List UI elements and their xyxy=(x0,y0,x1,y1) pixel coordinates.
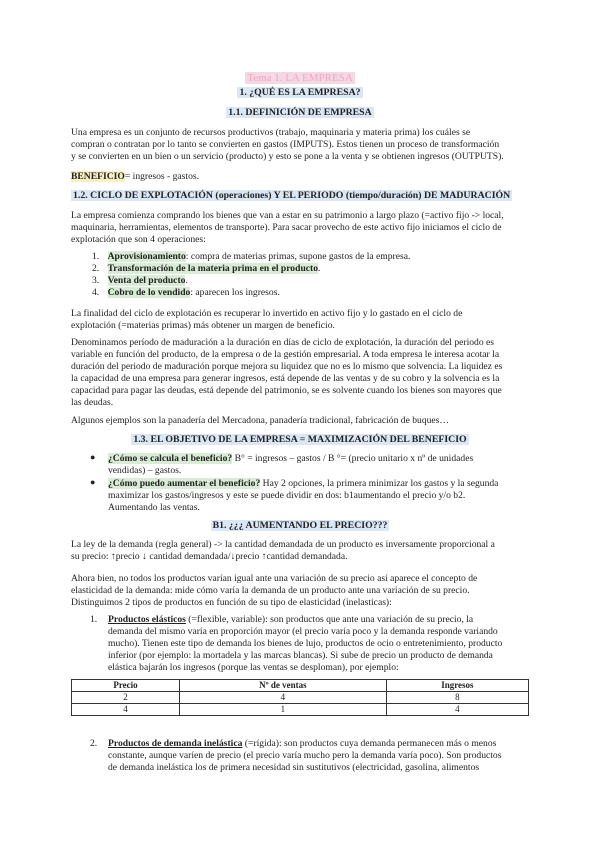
definition-paragraph: Una empresa es un conjunto de recursos productivos (trabajo, maquinaria y materia prima) los cuáles se compran o contratan por lo tanto se convierten en gastos (IMPUTS). Estos tienen un proceso de transformación y se convierten en un bien o un servicio (producto) y esto se pone a la venta y se obtienen ingresos (OUTPUTS). xyxy=(71,127,504,162)
bullet-item-beneficio: ¿Cómo se calcula el beneficio? B° = ingresos – gastos / B °= (precio unitario x nº de unidades vendidas) – gastos. xyxy=(108,453,474,476)
ejemplos-line: Algunos ejemplos son la panadería del Mercadona, panadería tradicional, fabricación de buques… xyxy=(71,415,450,426)
heading-1-2: 1.2. CICLO DE EXPLOTACIÓN (operaciones) Y EL PERIODO (tiempo/duración) DE MADURACIÓN xyxy=(73,190,511,201)
operation-item: 1. Aprovisionamiento: compra de materias primas, supone gastos de la empresa. xyxy=(92,251,411,262)
operation-item: 3. Venta del producto. xyxy=(92,275,188,286)
periodo-paragraph: Denominamos período de maduración a la duración en días de ciclo de explotación, la duración del periodo es variable en función del producto, de la empresa o de la gestión empresarial. A toda empresa le interesa acotar la duración del periodo de maduración porque mejora su liquidez que no es lo mismo que solvencia. La liquidez es la capacidad de una empresa para generar ingresos, está depende de las ventas y de su cobro y la solvencia es la capacidad para pagar las deudas, está depende del patrimonio, se es solvente cuando los bienes son mayores que las deudas. xyxy=(71,337,503,408)
title-text: Tema 1. LA EMPRESA xyxy=(247,72,353,84)
table-row xyxy=(72,704,529,716)
document-title xyxy=(0,72,600,84)
table-cell: 4 xyxy=(180,692,387,704)
ley-demanda-paragraph: La ley de la demanda (regla general) -> la cantidad demandada de un producto es inversamente proporcional a su precio: ↑precio ↓ cantidad demandada/↓precio ↑cantidad demandada. xyxy=(71,539,495,562)
elasticidad-paragraph: Ahora bien, no todos los productos varían igual ante una variación de su precio así aparece el concepto de elasticidad de la demanda: mide cómo varía la demanda de un producto ante una variación de su precio. Distinguimos 2 tipos de productos en función de su tipo de elasticidad (inelasticas): xyxy=(71,573,478,608)
bullet-item-aumentar: ¿Cómo puedo aumentar el beneficio? Hay 2 opciones, la primera minimizar los gastos y la segunda maximizar los gastos/ingresos y este se puede dividir en dos: b1aumentando el precio y/o b2. Aumentando las ventas. xyxy=(108,478,499,513)
table-header: Nº de ventas xyxy=(180,680,387,692)
table-cell: 2 xyxy=(72,692,180,704)
table-header: Precio xyxy=(72,680,180,692)
table-header: Ingresos xyxy=(386,680,528,692)
bullet-icon: ● xyxy=(90,452,96,462)
table-cell: 1 xyxy=(180,704,387,716)
table-cell: 8 xyxy=(386,692,528,704)
finalidad-paragraph: La finalidad del ciclo de explotación es recuperar lo invertido en activo fijo y lo gastado en el ciclo de explotación (=materias primas) más obtener un margen de beneficio. xyxy=(71,308,463,331)
ciclo-paragraph: La empresa comienza comprando los bienes que van a estar en su patrimonio a largo plazo (=activo fijo -> local, maquinaria, herramientas, elementos de transporte). Para sacar provecho de este activo fijo iniciamos el ciclo de explotación que son 4 operaciones: xyxy=(71,210,504,245)
heading-1-3: 1.3. EL OBJETIVO DE LA EMPRESA = MAXIMIZACIÓN DEL BENEFICIO xyxy=(133,434,467,445)
elasticity-table xyxy=(71,679,529,716)
list-number: 1. xyxy=(90,614,98,625)
table-cell: 4 xyxy=(72,704,180,716)
heading-b1: B1. ¿¿¿ AUMENTANDO EL PRECIO??? xyxy=(212,520,388,531)
table-header-row xyxy=(72,680,529,692)
operation-item: 2. Transformación de la materia prima en el producto. xyxy=(92,263,321,274)
operation-item: 4. Cobro de lo vendido: aparecen los ingresos. xyxy=(92,287,280,298)
productos-inelasticos-item: Productos de demanda inelástica (=rígida): son productos cuya demanda permanecen más o menos constante, aunque varíen de precio (el precio varía mucho pero la demanda varía poco). Son productos de demanda inelástica los de primera necesidad sin sustitutivos (electricidad, gasolina, alimentos xyxy=(108,738,502,773)
table-cell: 4 xyxy=(386,704,528,716)
heading-1: 1. ¿QUÉ ES LA EMPRESA? xyxy=(239,87,361,98)
table-row xyxy=(72,692,529,704)
heading-1-1: 1.1. DEFINICIÓN DE EMPRESA xyxy=(228,107,372,118)
bullet-icon: ● xyxy=(90,477,96,487)
list-number: 2. xyxy=(90,738,98,749)
beneficio-definition: BENEFICIO= ingresos - gastos. xyxy=(71,171,200,182)
productos-elasticos-item: Productos elásticos (=flexible, variable): son productos que ante una variación de su precio, la demanda del mismo varía en proporción mayor (el precio varía poco y la demanda responde variando mucho). Tienen este tipo de demanda los bienes de lujo, productos de ocio o entretenimiento, producto inferior (por ejemplo: la mortadela y las marcas blancas). Si sube de precio un producto de demanda elástica bajarán los ingresos (porque las ventas se desploman), por ejemplo: xyxy=(108,614,503,673)
